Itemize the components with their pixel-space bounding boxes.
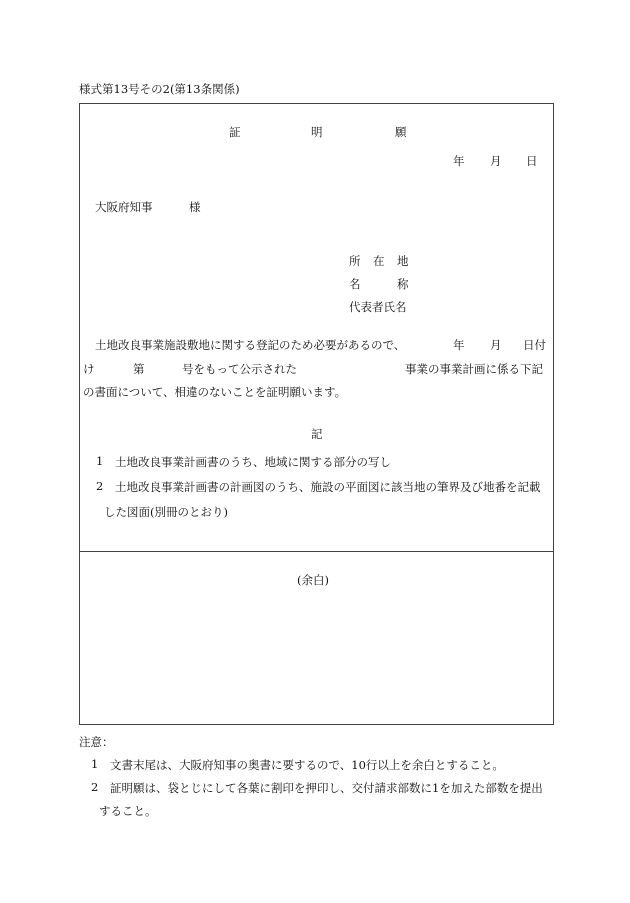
- name-label-1: 名: [349, 277, 361, 291]
- ki-heading: 記: [311, 427, 323, 441]
- item-2-text: 土地改良事業計画書の計画図のうち、施設の平面図に該当地の筆界及び地番を記載: [115, 480, 541, 494]
- body-line-1-year: 年: [453, 338, 465, 352]
- body-line-2-d: 事業の事業計画に係る下記: [405, 362, 543, 376]
- name-label-2: 称: [397, 277, 409, 291]
- title-char-2: 明: [311, 125, 323, 139]
- margin-note: (余白): [297, 573, 329, 587]
- item-1-text: 土地改良事業計画書のうち、地域に関する部分の写し: [115, 455, 391, 469]
- body-line-2-b: 第: [133, 362, 145, 376]
- body-line-1: 土地改良事業施設敷地に関する登記のため必要があるので、: [95, 338, 406, 352]
- representative-label: 代表者氏名: [349, 300, 407, 314]
- body-line-2-a: け: [83, 362, 95, 376]
- addressee: 大阪府知事: [95, 200, 153, 214]
- body-line-3: の書面について、相違のないことを証明願います。: [83, 385, 347, 399]
- title-char-1: 証: [229, 125, 241, 139]
- note-1-text: 文書末尾は、大阪府知事の奥書に要するので、10行以上を余白とすること。: [110, 758, 504, 772]
- location-label-2: 在: [373, 254, 385, 268]
- form-label: 様式第13号その2(第13条関係): [79, 82, 240, 96]
- note-2-cont: すること。: [99, 804, 157, 818]
- date-month: 月: [490, 154, 502, 168]
- item-2-num: 2: [96, 479, 104, 493]
- item-2-cont: した図面(別冊のとおり): [104, 505, 228, 519]
- title-char-3: 願: [395, 125, 407, 139]
- body-line-1-month: 月: [490, 338, 502, 352]
- date-day: 日: [526, 154, 538, 168]
- notes-heading: 注意：: [79, 735, 114, 749]
- location-label-3: 地: [397, 254, 409, 268]
- note-1-num: 1: [91, 757, 99, 771]
- body-line-2-c: 号をもって公示された: [182, 362, 297, 376]
- note-2-num: 2: [91, 780, 99, 794]
- date-year: 年: [453, 154, 465, 168]
- honorific: 様: [189, 200, 201, 214]
- location-label-1: 所: [349, 254, 361, 268]
- item-1-num: 1: [96, 454, 104, 468]
- note-2-text: 証明願は、袋とじにして各葉に割印を押印し、交付請求部数に1を加えた部数を提出: [110, 781, 543, 795]
- body-line-1-day: 日付: [523, 338, 546, 352]
